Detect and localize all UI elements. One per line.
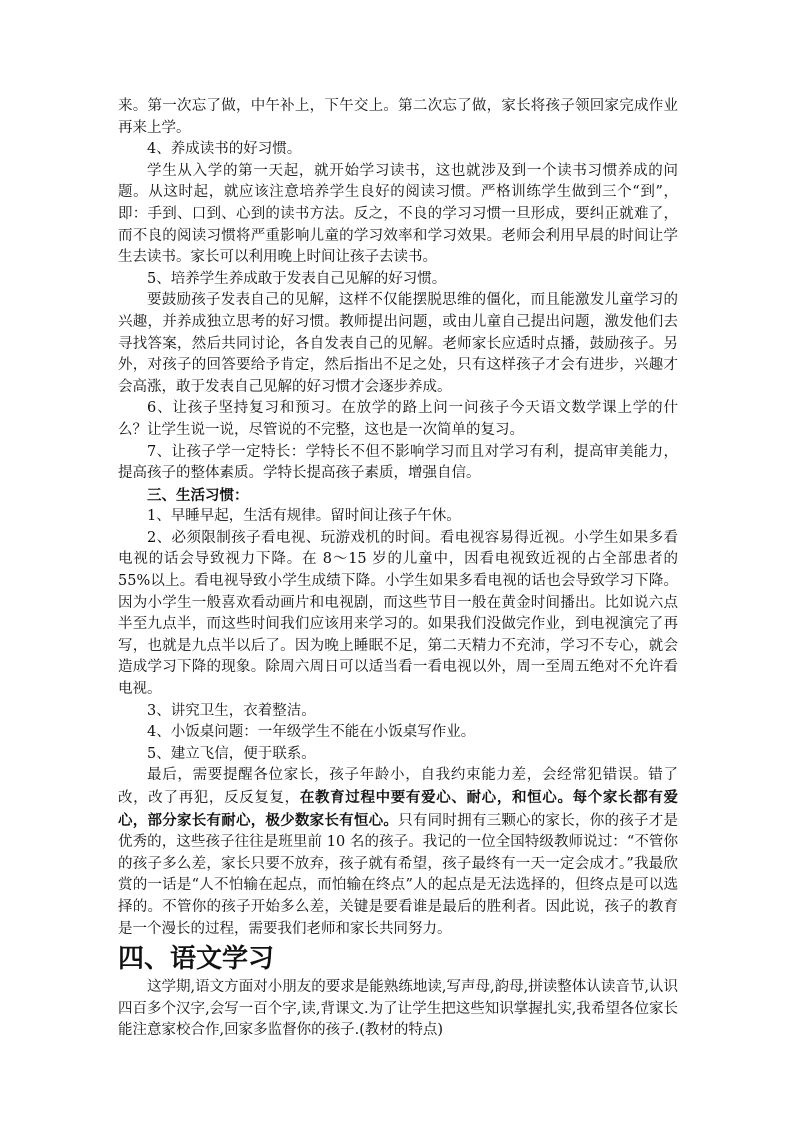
closing-paragraph	[118, 765, 678, 940]
paragraph: 7、让孩子学一定特长：学特长不但不影响学习而且对学习有利，提高审美能力，提高孩子的整体素质。学特长提高孩子素质，增强自信。	[118, 443, 678, 482]
closing-bold-text: 在教育过程中要有爱心、耐心，和恒心。每个家长都有爱心，部分家长有耐心，极少数家长有恒心。	[118, 789, 679, 829]
paragraph: 4、小饭桌问题：一年级学生不能在小饭桌写作业。	[147, 724, 476, 741]
paragraph: 6、让孩子坚持复习和预习。在放学的路上问一问孩子今天语文数学课上学的什么？让学生说一说，尽管说的不完整，这也是一次简单的复习。	[118, 400, 678, 438]
section-heading: 四、语文学习	[118, 944, 275, 975]
closing-rest-text: 只有同时拥有三颗心的家长，你的孩子才是优秀的，这些孩子往往是班里前 10 名的孩子。我记的一位全国特级教师说过：“不管你的孩子多么差，家长只要不放弃，孩子就有希望，孩子最终有一天一定会成才。”我最欣赏的一话是“人不怕输在起点，而怕输在终点”人的起点是无法选择的，但终点是可以选择的。不管你的孩子开始多么差，关键是要看谁是最后的胜利者。因此说，孩子的教育是一个漫长的过程，需要我们老师和家长共同努力。	[118, 812, 679, 937]
paragraph: 5、建立飞信，便于联系。	[147, 745, 316, 762]
paragraph: 2、必须限制孩子看电视、玩游戏机的时间。看电视容易得近视。小学生如果多看电视的话会导致视力下降。在 8～15 岁的儿童中，因看电视致近视的占全部患者的 55%以上。看电视导致小学生成绩下降。小学生如果多看电视的话也会导致学习下降。因为小学生一般喜欢看动画片和电视剧，而这些节目一般在黄金时间播出。比如说六点半至九点半，而这些时间我们应该用来学习的。如果我们没做完作业，到电视演完了再写，也就是九点半以后了。因为晚上睡眠不足，第二天精力不充沛，学习不专心，就会造成学习下降的现象。除周六周日可以适当看一看电视以外，周一至周五绝对不允许看电视。	[118, 529, 678, 698]
paragraph: 3、讲究卫生，衣着整洁。	[147, 702, 316, 719]
final-paragraph: 这学期,语文方面对小朋友的要求是能熟练地读,写声母,韵母,拼读整体认读音节,认识四百多个汉字,会写一百个字,读,背课文.为了让学生把这些知识掌握扎实,我希望各位家长能注意家校合作,回家多监督你的孩子.(教材的特点)	[118, 979, 678, 1039]
paragraph: 4、养成读书的好习惯。	[147, 141, 302, 158]
paragraph: 5、培养学生养成敢于发表自己见解的好习惯。	[147, 270, 447, 287]
paragraph-list	[118, 96, 678, 765]
paragraph: 来。第一次忘了做，中午补上，下午交上。第二次忘了做，家长将孩子领回家完成作业再来上学。	[118, 98, 678, 136]
document-page	[118, 96, 678, 1042]
paragraph: 1、早睡早起，生活有规律。留时间让孩子午休。	[147, 508, 461, 525]
paragraph: 要鼓励孩子发表自己的见解，这样不仅能摆脱思维的僵化，而且能激发儿童学习的兴趣，并养成独立思考的好习惯。教师提出问题，或由儿童自己提出问题，激发他们去寻找答案，然后共同讨论，各自发表自己的见解。老师家长应适时点播，鼓励孩子。另外，对孩子的回答要给予肯定，然后指出不足之处，只有这样孩子才会有进步，兴趣才会高涨，敢于发表自己见解的好习惯才会逐步养成。	[118, 292, 678, 395]
paragraph: 学生从入学的第一天起，就开始学习读书，这也就涉及到一个读书习惯养成的问题。从这时起，就应该注意培养学生良好的阅读习惯。严格训练学生做到三个“到”，即：手到、口到、心到的读书方法。反之，不良的学习习惯一旦形成，要纠正就难了，而不良的阅读习惯将严重影响儿童的学习效率和学习效果。老师会利用早晨的时间让学生去读书。家长可以利用晚上时间让孩子去读书。	[118, 162, 678, 266]
closing-lead-text: 最后，需要提醒各位家长，孩子年龄小，自我约束能力差，会经常犯错误。错了改，改了再犯，反反复复，	[118, 767, 678, 806]
paragraph: 三、生活习惯：	[147, 486, 249, 504]
